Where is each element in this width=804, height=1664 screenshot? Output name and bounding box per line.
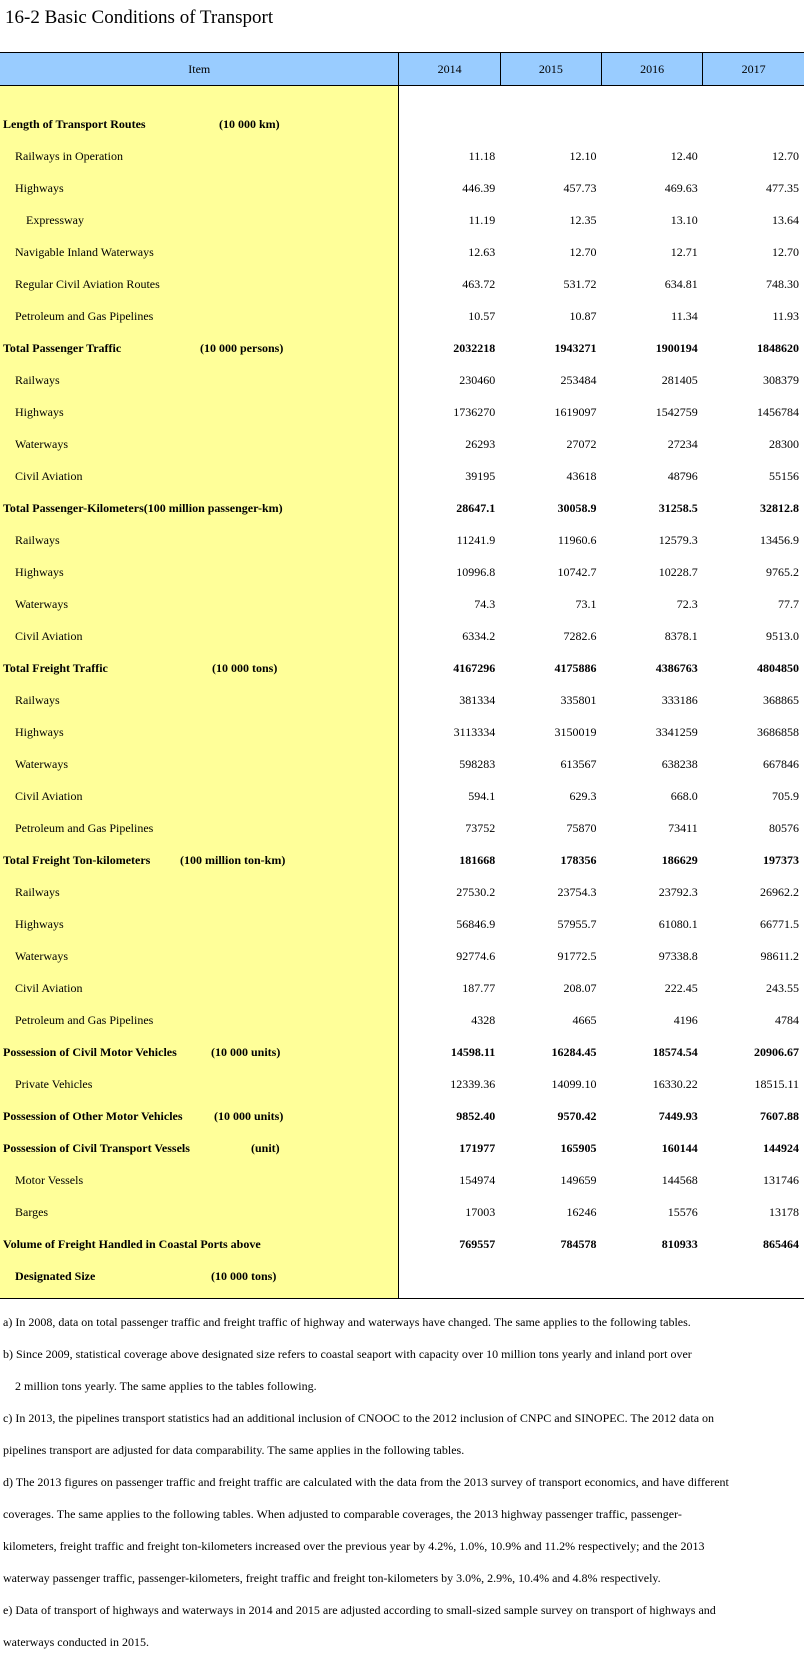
item-cell bbox=[0, 780, 399, 812]
row-label: Designated Size bbox=[15, 1269, 96, 1283]
item-cell bbox=[0, 1100, 399, 1132]
value-cell bbox=[601, 108, 702, 140]
row-label: Total Freight Traffic bbox=[3, 661, 108, 675]
value-cell: 23754.3 bbox=[557, 884, 597, 899]
value-cell: 1848620 bbox=[757, 340, 799, 355]
value-cell: 1456784 bbox=[757, 404, 799, 419]
value-cell: 3341259 bbox=[655, 724, 698, 739]
table-row bbox=[0, 876, 804, 908]
value-cell: 165905 bbox=[560, 1140, 597, 1155]
item-cell bbox=[0, 204, 399, 236]
row-label: Railways bbox=[15, 885, 60, 899]
value-cell: 66771.5 bbox=[760, 916, 799, 931]
value-cell: 12.10 bbox=[569, 148, 597, 163]
table-row bbox=[0, 1228, 804, 1260]
value-cell: 48796 bbox=[667, 468, 698, 483]
table-row bbox=[0, 396, 804, 428]
item-cell bbox=[0, 844, 399, 876]
item-cell bbox=[0, 908, 399, 940]
transport-table bbox=[0, 52, 804, 1299]
item-cell bbox=[0, 1004, 399, 1036]
value-cell: 75870 bbox=[566, 820, 597, 835]
value-cell: 131746 bbox=[763, 1172, 799, 1187]
row-label: Civil Aviation bbox=[15, 629, 83, 643]
value-cell: 197373 bbox=[763, 852, 799, 867]
value-cell bbox=[601, 1260, 702, 1299]
value-cell: 30058.9 bbox=[557, 500, 597, 515]
table-row bbox=[0, 524, 804, 556]
table-row bbox=[0, 172, 804, 204]
table-row bbox=[0, 1260, 804, 1299]
column-header-year: 2015 bbox=[500, 53, 601, 86]
value-cell: 457.73 bbox=[563, 180, 597, 195]
column-header-item: Item bbox=[0, 53, 399, 86]
row-unit: (unit) bbox=[251, 1141, 280, 1155]
item-cell bbox=[0, 1132, 399, 1164]
row-label: Petroleum and Gas Pipelines bbox=[15, 309, 154, 323]
value-cell: 31258.5 bbox=[658, 500, 698, 515]
table-row bbox=[0, 1164, 804, 1196]
row-label: Waterways bbox=[15, 437, 69, 451]
row-label: Petroleum and Gas Pipelines bbox=[15, 821, 154, 835]
row-label: Regular Civil Aviation Routes bbox=[15, 277, 160, 291]
value-cell: 9570.42 bbox=[557, 1108, 597, 1123]
value-cell: 92774.6 bbox=[456, 948, 496, 963]
footnote-line: c) In 2013, the pipelines transport statistics had an additional inclusion of CNOOC to the 2012 inclusion of CNPC and SINOPEC. The 2012 data on bbox=[3, 1411, 715, 1425]
value-cell: 705.9 bbox=[772, 788, 799, 803]
footnote-line: pipelines transport are adjusted for data comparability. The same applies in the following tables. bbox=[3, 1443, 465, 1457]
item-cell bbox=[0, 620, 399, 652]
row-label: Highways bbox=[15, 405, 64, 419]
row-label: Highways bbox=[15, 725, 64, 739]
row-label: Barges bbox=[15, 1205, 49, 1219]
item-cell bbox=[0, 716, 399, 748]
table-row bbox=[0, 1100, 804, 1132]
item-cell bbox=[0, 524, 399, 556]
value-cell: 55156 bbox=[769, 468, 799, 483]
item-cell bbox=[0, 460, 399, 492]
value-cell: 11960.6 bbox=[557, 532, 597, 547]
value-cell: 333186 bbox=[661, 692, 698, 707]
value-cell: 1736270 bbox=[453, 404, 496, 419]
value-cell: 1542759 bbox=[655, 404, 698, 419]
value-cell: 634.81 bbox=[664, 276, 698, 291]
footnote-line: d) The 2013 figures on passenger traffic and freight traffic are calculated with the data from the 2013 survey of transport economics, and have different bbox=[3, 1475, 729, 1489]
value-cell: 4196 bbox=[673, 1012, 698, 1027]
row-unit: (10 000 km) bbox=[219, 117, 280, 131]
value-cell: 43618 bbox=[566, 468, 597, 483]
value-cell: 13.64 bbox=[772, 212, 799, 227]
footnote-line: waterway passenger traffic, passenger-kilometers, freight traffic and freight ton-kilometers by 3.0%, 2.9%, 10.4% and 4.8% respectively. bbox=[3, 1571, 661, 1585]
item-cell bbox=[0, 972, 399, 1004]
value-cell: 187.77 bbox=[462, 980, 496, 995]
table-row bbox=[0, 844, 804, 876]
table-row bbox=[0, 1004, 804, 1036]
value-cell: 26293 bbox=[465, 436, 496, 451]
item-cell bbox=[0, 556, 399, 588]
value-cell: 14099.10 bbox=[551, 1076, 597, 1091]
value-cell: 11.18 bbox=[468, 148, 496, 163]
table-row bbox=[0, 972, 804, 1004]
value-cell: 4328 bbox=[471, 1012, 496, 1027]
value-cell: 13.10 bbox=[670, 212, 698, 227]
row-unit: (10 000 persons) bbox=[200, 341, 284, 355]
value-cell: 1900194 bbox=[655, 340, 698, 355]
footnote-line: b) Since 2009, statistical coverage above designated size refers to coastal seaport with capacity over 10 million tons yearly and inland port over bbox=[3, 1347, 692, 1361]
value-cell: 73.1 bbox=[575, 596, 597, 611]
value-cell: 810933 bbox=[661, 1236, 698, 1251]
row-label: Waterways bbox=[15, 949, 69, 963]
value-cell: 784578 bbox=[560, 1236, 597, 1251]
table-body bbox=[0, 86, 804, 1299]
value-cell: 28300 bbox=[769, 436, 799, 451]
row-label: Possession of Other Motor Vehicles bbox=[3, 1109, 183, 1123]
footnote-line: e) Data of transport of highways and waterways in 2014 and 2015 are adjusted according to small-sized sample survey on transport of highways and bbox=[3, 1603, 716, 1617]
value-cell: 23792.3 bbox=[658, 884, 698, 899]
value-cell: 12.70 bbox=[569, 244, 597, 259]
footnote-line: kilometers, freight traffic and freight ton-kilometers increased over the previous year by 4.2%, 1.0%, 10.9% and 11.2% respectively; and the 2013 bbox=[3, 1539, 705, 1553]
table-row bbox=[0, 1132, 804, 1164]
row-label: Civil Aviation bbox=[15, 981, 83, 995]
value-cell: 613567 bbox=[560, 756, 597, 771]
value-cell: 39195 bbox=[465, 468, 496, 483]
value-cell: 629.3 bbox=[569, 788, 597, 803]
value-cell: 14598.11 bbox=[450, 1044, 496, 1059]
row-unit: (10 000 tons) bbox=[211, 1269, 277, 1283]
item-cell bbox=[0, 940, 399, 972]
item-cell bbox=[0, 268, 399, 300]
value-cell: 638238 bbox=[661, 756, 698, 771]
table-row bbox=[0, 716, 804, 748]
value-cell: 1943271 bbox=[554, 340, 597, 355]
value-cell: 865464 bbox=[763, 1236, 799, 1251]
value-cell: 4804850 bbox=[757, 660, 799, 675]
table-row bbox=[0, 428, 804, 460]
value-cell: 20906.67 bbox=[754, 1044, 799, 1059]
table-header-row bbox=[0, 53, 804, 86]
value-cell: 446.39 bbox=[462, 180, 496, 195]
value-cell: 171977 bbox=[459, 1140, 496, 1155]
value-cell: 80576 bbox=[769, 820, 799, 835]
value-cell bbox=[500, 1260, 601, 1299]
table-row bbox=[0, 1068, 804, 1100]
row-unit: (100 million ton-km) bbox=[180, 853, 286, 867]
value-cell: 4665 bbox=[572, 1012, 597, 1027]
row-label: Railways bbox=[15, 373, 60, 387]
value-cell: 4784 bbox=[775, 1012, 799, 1027]
page-title: 16-2 Basic Conditions of Transport bbox=[5, 7, 274, 28]
table-row bbox=[0, 748, 804, 780]
value-cell: 10996.8 bbox=[456, 564, 496, 579]
table-row bbox=[0, 588, 804, 620]
value-cell: 178356 bbox=[560, 852, 597, 867]
value-cell: 11241.9 bbox=[456, 532, 496, 547]
row-label: Highways bbox=[15, 181, 64, 195]
row-label: Railways in Operation bbox=[15, 149, 123, 163]
row-label: Railways bbox=[15, 693, 60, 707]
value-cell: 381334 bbox=[459, 692, 496, 707]
table-spacer-row bbox=[0, 86, 804, 109]
value-cell: 748.30 bbox=[766, 276, 799, 291]
row-label: Total Passenger Traffic bbox=[3, 341, 122, 355]
value-cell: 10.87 bbox=[569, 308, 597, 323]
value-cell: 15576 bbox=[667, 1204, 698, 1219]
footnote-line: coverages. The same applies to the following tables. When adjusted to comparable coverages, the 2013 highway passenger traffic, passenger- bbox=[3, 1507, 682, 1521]
value-cell: 368865 bbox=[763, 692, 799, 707]
row-label: Waterways bbox=[15, 757, 69, 771]
value-cell: 32812.8 bbox=[760, 500, 799, 515]
value-cell: 12.40 bbox=[670, 148, 698, 163]
table-row bbox=[0, 108, 804, 140]
value-cell: 91772.5 bbox=[557, 948, 597, 963]
value-cell: 12339.36 bbox=[450, 1076, 496, 1091]
table-row bbox=[0, 332, 804, 364]
value-cell: 11.19 bbox=[468, 212, 496, 227]
value-cell: 253484 bbox=[560, 372, 597, 387]
value-cell: 16330.22 bbox=[652, 1076, 698, 1091]
row-label: Civil Aviation bbox=[15, 789, 83, 803]
value-cell: 12.70 bbox=[772, 148, 799, 163]
row-label: Highways bbox=[15, 565, 64, 579]
item-cell bbox=[0, 332, 399, 364]
value-cell bbox=[399, 1260, 500, 1299]
item-cell bbox=[0, 236, 399, 268]
value-cell: 9765.2 bbox=[766, 564, 799, 579]
value-cell: 8378.1 bbox=[664, 628, 698, 643]
item-cell bbox=[0, 428, 399, 460]
value-cell: 477.35 bbox=[766, 180, 799, 195]
item-cell bbox=[0, 748, 399, 780]
row-unit: (10 000 units) bbox=[214, 1109, 284, 1123]
value-cell: 7282.6 bbox=[563, 628, 597, 643]
item-cell bbox=[0, 684, 399, 716]
table-row bbox=[0, 940, 804, 972]
table-row bbox=[0, 460, 804, 492]
item-cell bbox=[0, 172, 399, 204]
row-label: Highways bbox=[15, 917, 64, 931]
item-cell bbox=[0, 876, 399, 908]
row-label: Length of Transport Routes bbox=[3, 117, 146, 131]
footnotes bbox=[3, 1306, 801, 1658]
item-cell bbox=[0, 108, 399, 140]
footnote-line: waterways conducted in 2015. bbox=[3, 1635, 149, 1649]
item-cell bbox=[0, 588, 399, 620]
item-cell bbox=[0, 364, 399, 396]
table-row bbox=[0, 1196, 804, 1228]
table-row bbox=[0, 364, 804, 396]
item-cell bbox=[0, 492, 399, 524]
item-cell bbox=[0, 300, 399, 332]
value-cell: 3150019 bbox=[554, 724, 597, 739]
value-cell: 12579.3 bbox=[658, 532, 698, 547]
value-cell: 1619097 bbox=[554, 404, 597, 419]
row-unit: (10 000 units) bbox=[211, 1045, 281, 1059]
value-cell: 28647.1 bbox=[456, 500, 496, 515]
value-cell: 463.72 bbox=[462, 276, 496, 291]
row-label: Total Passenger-Kilometers(100 million passenger-km) bbox=[3, 501, 283, 515]
row-label: Waterways bbox=[15, 597, 69, 611]
value-cell: 56846.9 bbox=[456, 916, 496, 931]
value-cell: 27234 bbox=[667, 436, 698, 451]
item-cell bbox=[0, 652, 399, 684]
item-cell bbox=[0, 396, 399, 428]
value-cell: 12.71 bbox=[670, 244, 698, 259]
value-cell: 531.72 bbox=[563, 276, 597, 291]
value-cell: 186629 bbox=[661, 852, 698, 867]
value-cell: 73752 bbox=[465, 820, 496, 835]
row-label: Railways bbox=[15, 533, 60, 547]
footnote-line: 2 million tons yearly. The same applies to the tables following. bbox=[15, 1379, 317, 1393]
column-header-year: 2014 bbox=[399, 53, 500, 86]
value-cell: 74.3 bbox=[474, 596, 496, 611]
table-row bbox=[0, 780, 804, 812]
value-cell: 181668 bbox=[459, 852, 496, 867]
column-header-year: 2016 bbox=[601, 53, 702, 86]
value-cell: 9852.40 bbox=[456, 1108, 496, 1123]
value-cell: 594.1 bbox=[468, 788, 496, 803]
table-row bbox=[0, 300, 804, 332]
value-cell: 243.55 bbox=[766, 980, 799, 995]
value-cell: 13178 bbox=[769, 1204, 799, 1219]
value-cell: 667846 bbox=[763, 756, 799, 771]
value-cell: 222.45 bbox=[664, 980, 698, 995]
value-cell: 9513.0 bbox=[766, 628, 799, 643]
value-cell: 598283 bbox=[459, 756, 496, 771]
table-row bbox=[0, 204, 804, 236]
value-cell: 16246 bbox=[566, 1204, 597, 1219]
column-header-year: 2017 bbox=[703, 53, 804, 86]
value-cell: 27072 bbox=[566, 436, 597, 451]
value-cell: 57955.7 bbox=[557, 916, 597, 931]
table-row bbox=[0, 492, 804, 524]
value-cell: 160144 bbox=[661, 1140, 698, 1155]
table-row bbox=[0, 140, 804, 172]
value-cell: 4175886 bbox=[554, 660, 597, 675]
value-cell: 12.35 bbox=[569, 212, 597, 227]
value-cell: 27530.2 bbox=[456, 884, 496, 899]
value-cell bbox=[703, 1260, 804, 1299]
value-cell: 4167296 bbox=[453, 660, 496, 675]
row-label: Total Freight Ton-kilometers bbox=[3, 853, 151, 867]
row-label: Civil Aviation bbox=[15, 469, 83, 483]
row-label: Private Vehicles bbox=[15, 1077, 93, 1091]
value-cell: 308379 bbox=[763, 372, 799, 387]
value-cell bbox=[500, 108, 601, 140]
row-label: Possession of Civil Motor Vehicles bbox=[3, 1045, 177, 1059]
value-cell: 61080.1 bbox=[658, 916, 698, 931]
table-row bbox=[0, 620, 804, 652]
value-cell: 11.93 bbox=[772, 308, 799, 323]
value-cell: 4386763 bbox=[655, 660, 698, 675]
value-cell: 149659 bbox=[560, 1172, 597, 1187]
value-cell: 281405 bbox=[661, 372, 698, 387]
value-cell: 18574.54 bbox=[652, 1044, 698, 1059]
item-cell bbox=[0, 1164, 399, 1196]
table-row bbox=[0, 908, 804, 940]
value-cell: 2032218 bbox=[453, 340, 496, 355]
item-cell bbox=[0, 1260, 399, 1299]
item-cell bbox=[0, 812, 399, 844]
value-cell: 208.07 bbox=[563, 980, 597, 995]
value-cell: 73411 bbox=[668, 820, 698, 835]
value-cell: 12.70 bbox=[772, 244, 799, 259]
value-cell: 154974 bbox=[459, 1172, 496, 1187]
value-cell: 668.0 bbox=[670, 788, 698, 803]
row-label: Possession of Civil Transport Vessels bbox=[3, 1141, 190, 1155]
table-row bbox=[0, 812, 804, 844]
table-row bbox=[0, 236, 804, 268]
table-row bbox=[0, 684, 804, 716]
value-cell: 77.7 bbox=[778, 596, 799, 611]
item-cell bbox=[0, 1036, 399, 1068]
value-cell: 769557 bbox=[459, 1236, 496, 1251]
value-cell: 469.63 bbox=[664, 180, 698, 195]
item-cell bbox=[0, 1228, 399, 1260]
value-cell bbox=[703, 108, 804, 140]
value-cell bbox=[399, 108, 500, 140]
value-cell: 97338.8 bbox=[658, 948, 698, 963]
value-cell: 335801 bbox=[560, 692, 597, 707]
value-cell: 7607.88 bbox=[760, 1108, 799, 1123]
value-cell: 12.63 bbox=[468, 244, 496, 259]
row-label: Petroleum and Gas Pipelines bbox=[15, 1013, 154, 1027]
value-cell: 3113334 bbox=[453, 724, 496, 739]
value-cell: 10742.7 bbox=[557, 564, 597, 579]
value-cell: 3686858 bbox=[757, 724, 799, 739]
row-unit: (10 000 tons) bbox=[212, 661, 278, 675]
table-row bbox=[0, 652, 804, 684]
table-row bbox=[0, 1036, 804, 1068]
value-cell: 7449.93 bbox=[658, 1108, 698, 1123]
table-row bbox=[0, 556, 804, 588]
value-cell: 18515.11 bbox=[754, 1076, 799, 1091]
item-cell bbox=[0, 86, 399, 109]
row-label: Expressway bbox=[26, 213, 84, 227]
table-row bbox=[0, 268, 804, 300]
row-label: Volume of Freight Handled in Coastal Ports above bbox=[3, 1237, 261, 1251]
value-cell: 13456.9 bbox=[760, 532, 799, 547]
item-cell bbox=[0, 140, 399, 172]
value-cell: 11.34 bbox=[671, 308, 698, 323]
value-cell: 72.3 bbox=[676, 596, 698, 611]
footnote-line: a) In 2008, data on total passenger traffic and freight traffic of highway and waterways have changed. The same applies to the following tables. bbox=[3, 1315, 691, 1329]
item-cell bbox=[0, 1196, 399, 1228]
value-cell: 230460 bbox=[459, 372, 496, 387]
value-cell: 98611.2 bbox=[760, 948, 799, 963]
row-label: Motor Vessels bbox=[15, 1173, 84, 1187]
row-label: Navigable Inland Waterways bbox=[15, 245, 154, 259]
item-cell bbox=[0, 1068, 399, 1100]
value-cell: 144568 bbox=[661, 1172, 698, 1187]
value-cell: 10.57 bbox=[468, 308, 496, 323]
value-cell: 144924 bbox=[763, 1140, 799, 1155]
value-cell: 26962.2 bbox=[760, 884, 799, 899]
value-cell: 6334.2 bbox=[462, 628, 496, 643]
value-cell: 10228.7 bbox=[658, 564, 698, 579]
value-cell: 17003 bbox=[465, 1204, 496, 1219]
value-cell: 16284.45 bbox=[551, 1044, 597, 1059]
